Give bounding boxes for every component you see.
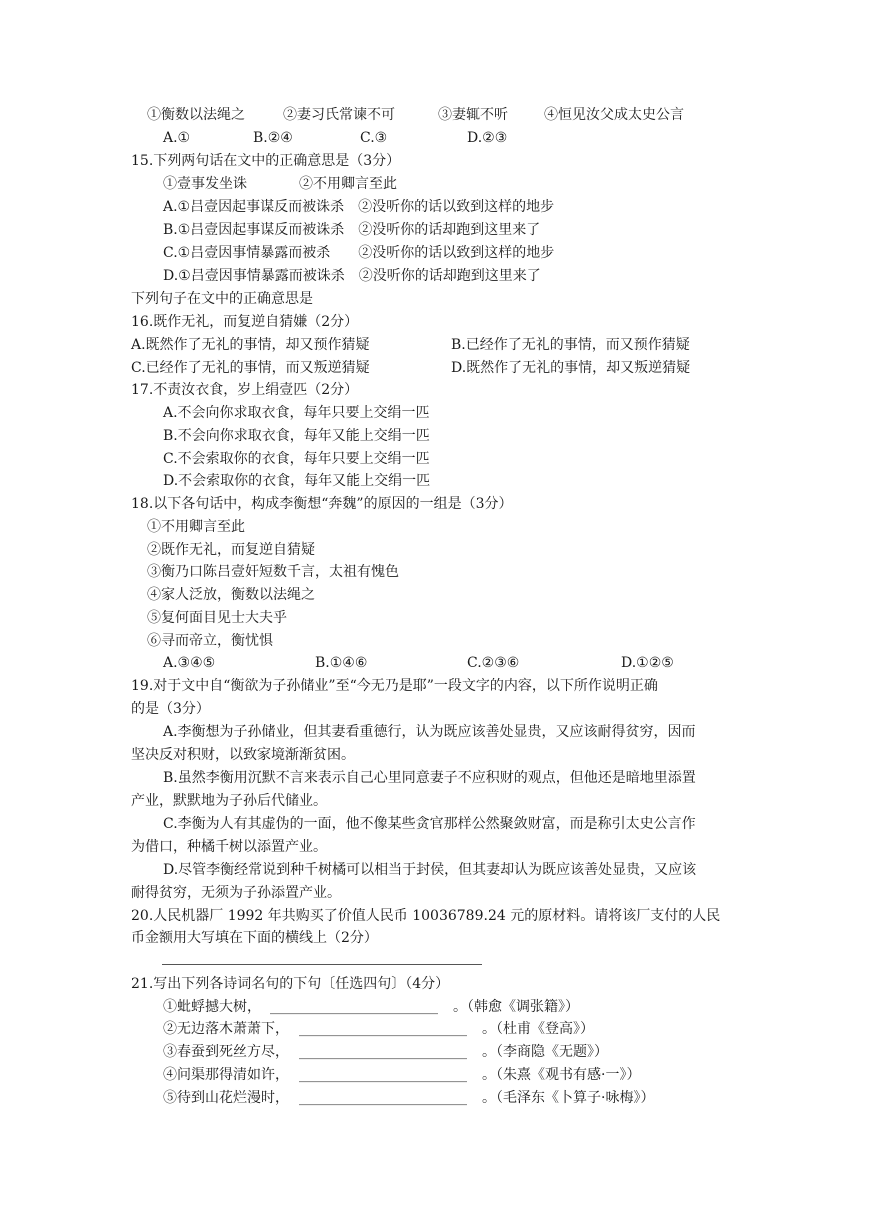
q21-item-3-head: ③春蚕到死丝方尽，: [163, 1044, 289, 1060]
q20-answer-line[interactable]: [162, 964, 482, 965]
q17-option-d[interactable]: D.不会索取你的衣食，每年又能上交绢一匹: [163, 473, 431, 489]
q19-option-b-line-2[interactable]: 产业，默默地为子孙后代储业。: [131, 793, 327, 809]
q21-item-4-head: ④问渠那得清如许，: [163, 1067, 289, 1083]
q14-option-c[interactable]: C.③: [360, 130, 388, 146]
q21-item-4-blank[interactable]: ________________________: [299, 1067, 467, 1083]
q14-item-3: ③妻辄不听: [438, 107, 508, 123]
q18-item-3: ③衡乃口陈吕壹奸短数千言，太祖有愧色: [147, 564, 399, 580]
q16-option-b[interactable]: B.已经作了无礼的事情，而又预作猜疑: [451, 337, 690, 353]
q15-option-a[interactable]: A.①吕壹因起事谋反而被诛杀 ②没听你的话以致到这样的地步: [163, 199, 555, 215]
q15-option-d[interactable]: D.①吕壹因事情暴露而被诛杀 ②没听你的话却跑到这里来了: [163, 268, 541, 284]
q14-option-d[interactable]: D.②③: [467, 130, 508, 146]
q15-option-c[interactable]: C.①吕壹因事情暴露而被杀 ②没听你的话以致到这样的地步: [163, 245, 555, 261]
q21-item-2-head: ②无边落木萧萧下，: [163, 1021, 289, 1037]
q19-stem-line-1: 19.对于文中自“衡欲为子孙储业”至“今无乃是耶”一段文字的内容，以下所作说明正确: [131, 678, 658, 694]
q14-option-b[interactable]: B.②④: [253, 130, 293, 146]
q15-item-2: ②不用卿言至此: [299, 176, 397, 192]
q18-stem: 18.以下各句话中，构成李衡想“奔魏”的原因的一组是（3分）: [131, 496, 513, 512]
q15-option-b[interactable]: B.①吕壹因起事谋反而被诛杀 ②没听你的话却跑到这里来了: [163, 222, 541, 238]
q16-option-d[interactable]: D.既然作了无礼的事情，却又叛逆猜疑: [451, 360, 691, 376]
q21-item-5-head: ⑤待到山花烂漫时，: [163, 1090, 289, 1106]
q14-item-1: ①衡数以法绳之: [147, 107, 245, 123]
q19-stem-line-2: 的是（3分）: [131, 701, 210, 717]
q20-stem-line-1: 20.人民机器厂 1992 年共购买了价值人民币 10036789.24 元的原材料。请将该厂支付的人民: [131, 908, 721, 924]
q18-item-6: ⑥寻而帝立，衡忧惧: [147, 633, 273, 649]
q19-option-c-line-2[interactable]: 为借口，种橘千树以添置产业。: [131, 839, 327, 855]
q18-item-4: ④家人泛放，衡数以法绳之: [147, 587, 315, 603]
q18-option-c[interactable]: C.②③⑥: [467, 655, 520, 671]
q21-stem: 21.写出下列各诗词名句的下句〔任选四句〕（4分）: [131, 976, 450, 992]
q19-option-d-line-2[interactable]: 耐得贫穷，无须为子孙添置产业。: [131, 885, 341, 901]
q21-item-1-source: 。（韩愈《调张籍》）: [453, 999, 579, 1015]
q21-item-1-head: ①蚍蜉撼大树，: [163, 999, 261, 1015]
q21-item-1-blank[interactable]: ________________________: [270, 999, 438, 1015]
q19-option-a-line-1[interactable]: A.李衡想为子孙储业，但其妻看重德行，认为既应该善处显贵，又应该耐得贫穷，因而: [163, 724, 696, 740]
q17-option-c[interactable]: C.不会索取你的衣食，每年只要上交绢一匹: [163, 451, 430, 467]
q20-stem-line-2: 币金额用大写填在下面的横线上（2分）: [131, 930, 378, 946]
q16-option-c[interactable]: C.已经作了无礼的事情，而又叛逆猜疑: [131, 360, 370, 376]
q21-item-3-source: 。（李商隐《无题》）: [482, 1044, 608, 1060]
section-intro: 下列句子在文中的正确意思是: [131, 291, 313, 307]
q18-option-d[interactable]: D.①②⑤: [621, 655, 674, 671]
q21-item-3-blank[interactable]: ________________________: [299, 1044, 467, 1060]
q21-item-5-source: 。（毛泽东《卜算子·咏梅》）: [482, 1090, 655, 1106]
q15-item-1: ①壹事发坐诛: [163, 176, 247, 192]
q18-item-2: ②既作无礼，而复逆自猜疑: [147, 542, 315, 558]
q21-item-4-source: 。（朱熹《观书有感·一》）: [482, 1067, 641, 1083]
q16-option-a[interactable]: A.既然作了无礼的事情，却又预作猜疑: [131, 337, 370, 353]
q17-option-a[interactable]: A.不会向你求取衣食，每年只要上交绢一匹: [163, 405, 430, 421]
q18-item-1: ①不用卿言至此: [147, 519, 245, 535]
q21-item-5-blank[interactable]: ________________________: [299, 1090, 467, 1106]
q14-item-2: ②妻习氏常谏不可: [283, 107, 395, 123]
q21-item-2-blank[interactable]: ________________________: [299, 1021, 467, 1037]
q14-item-4: ④恒见汝父成太史公言: [544, 107, 684, 123]
q17-stem: 17.不责汝衣食，岁上绢壹匹（2分）: [131, 382, 359, 398]
q18-item-5: ⑤复何面目见士大夫乎: [147, 610, 287, 626]
q18-option-a[interactable]: A.③④⑤: [163, 655, 216, 671]
q19-option-c-line-1[interactable]: C.李衡为人有其虚伪的一面，他不像某些贪官那样公然聚敛财富，而是称引太史公言作: [163, 816, 696, 832]
q19-option-a-line-2[interactable]: 坚决反对积财，以致家境渐渐贫困。: [131, 747, 355, 763]
q17-option-b[interactable]: B.不会向你求取衣食，每年又能上交绢一匹: [163, 428, 430, 444]
q18-option-b[interactable]: B.①④⑥: [315, 655, 368, 671]
q16-stem: 16.既作无礼，而复逆自猜嫌（2分）: [131, 314, 359, 330]
q14-option-a[interactable]: A.①: [163, 130, 191, 146]
q19-option-d-line-1[interactable]: D.尽管李衡经常说到种千树橘可以相当于封侯，但其妻却认为既应该善处显贵，又应该: [163, 862, 697, 878]
q19-option-b-line-1[interactable]: B.虽然李衡用沉默不言来表示自己心里同意妻子不应积财的观点，但他还是暗地里添置: [163, 770, 696, 786]
q15-stem: 15.下列两句话在文中的正确意思是（3分）: [131, 153, 401, 169]
q21-item-2-source: 。（杜甫《登高》）: [482, 1021, 594, 1037]
